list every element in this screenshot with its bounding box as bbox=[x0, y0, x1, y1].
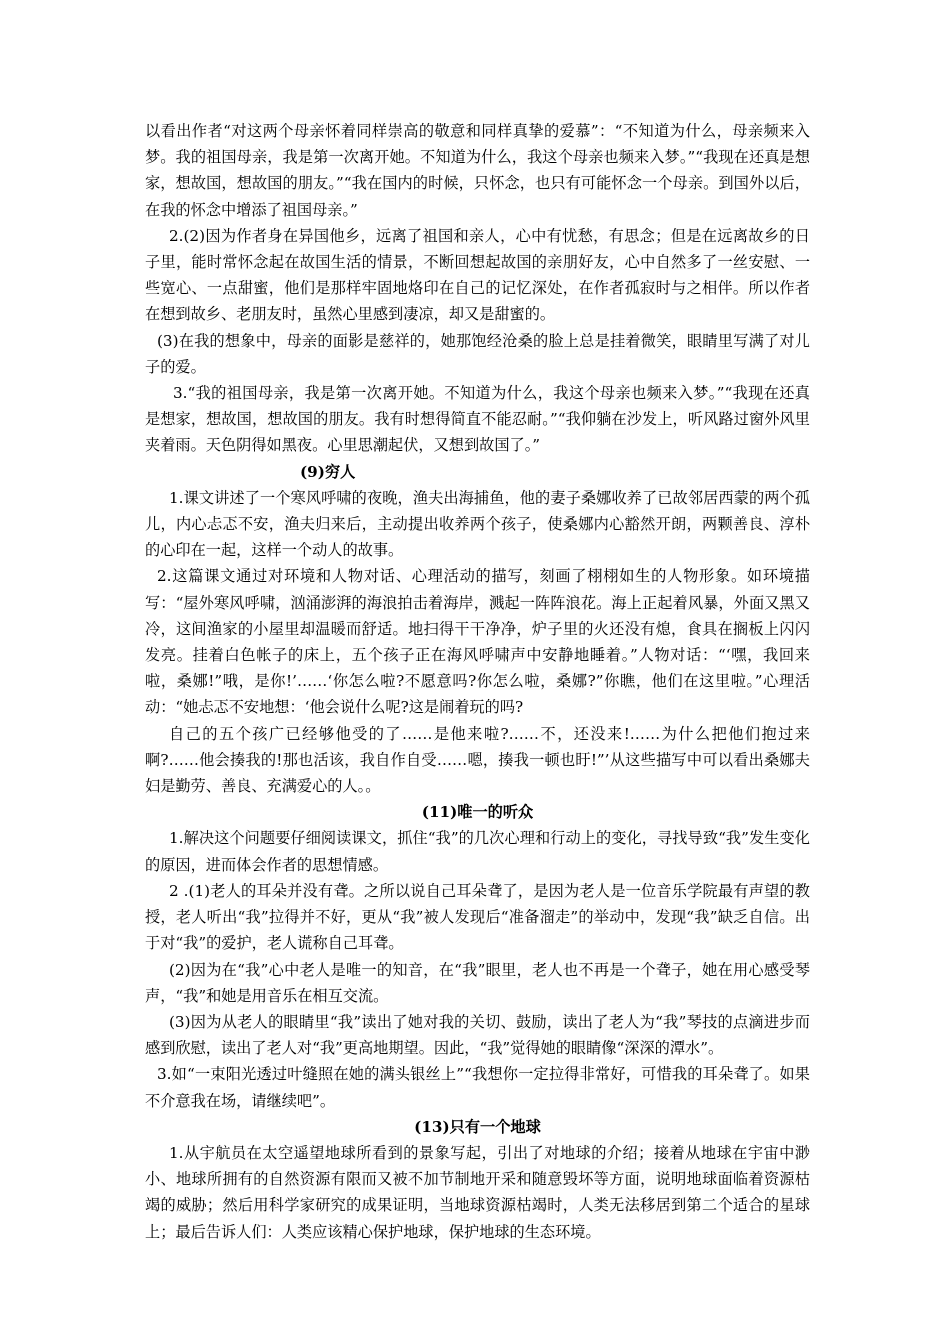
paragraph-mother-quotes: 以看出作者“对这两个母亲怀着同样崇高的敬意和同样真挚的爱慕”：“不知道为什么，母亲频来入梦。我的祖国母亲，我是第一次离开她。不知道为什么，我这个母亲也频来入梦。”“我现在还真是想家，想故国，想故国的朋友。”“我在国内的时候，只怀念，也只有可能怀念一个母亲。到国外以后，在我的怀念中增添了祖国母亲。” bbox=[145, 122, 810, 219]
paragraph-listener-1: 1.解决这个问题要仔细阅读课文，抓住“我”的几次心理和行动上的变化，寻找导致“我”发生变化的原因，进而体会作者的思想情感。 bbox=[145, 829, 810, 874]
paragraph-listener-3: 3.如“一束阳光透过叶缝照在她的满头银丝上”“我想你一定拉得非常好，可惜我的耳朵聋了。如果不介意我在场，请继续吧”。 bbox=[145, 1065, 810, 1110]
paragraph-answer-2-2: 2.(2)因为作者身在异国他乡，远离了祖国和亲人，心中有忧愁，有思念；但是在远离故乡的日子里，能时常怀念起在故国生活的情景，不断回想起故国的亲朋好友，心中自然多了一丝安慰、一些宽心、一点甜蜜，他们是那样牢固地烙印在自己的记忆深处，在作者孤寂时与之相伴。所以作者在想到故乡、老朋友时，虽然心里感到凄凉，却又是甜蜜的。 bbox=[145, 226, 810, 324]
paragraph-poor-people-2-cont: 自己的五个孩广已经够他受的了……是他来啦?……不，还没来!……为什么把他们抱过来啊?……他会揍我的!那也活该，我自作自受……嗯，揍我一顿也盱!”’从这些描写中可以看出桑娜夫妇是勤劳、善良、充满爱心的人。。 bbox=[145, 724, 810, 796]
paragraph-poor-people-1: 1.课文讲述了一个寒风呼啸的夜晚，渔夫出海捕鱼，他的妻子桑娜收养了已故邻居西蒙的两个孤儿，内心忐忑不安，渔夫归来后，主动提出收养两个孩子，使桑娜内心豁然开朗，两颗善良、淳朴的心印在一起，这样一个动人的故事。 bbox=[145, 488, 810, 560]
section-heading-only-listener: (11)唯一的听众 bbox=[421, 803, 534, 822]
paragraph-poor-people-2: 2.这篇课文通过对环境和人物对话、心理活动的描写，刻画了栩栩如生的人物形象。如环境描写：“屋外寒风呼啸，汹涌澎湃的海浪拍击着海岸，溅起一阵阵浪花。海上正起着风暴，外面又黑又冷，这间渔家的小屋里却温暖而舒适。地扫得干干净净，炉子里的火还没有熄，食具在搁板上闪闪发亮。挂着白色帐子的床上，五个孩子正在海风呼啸声中安静地睡着。”人物对话：“‘嘿，我回来啦，桑娜!”哦，是你!’……‘你怎么啦?不愿意吗?你怎么啦，桑娜?”你瞧，他们在这里啦。”心理活动：“她忐忑不安地想：‘他会说什么呢?这是闹着玩的吗? bbox=[145, 567, 810, 717]
document-page bbox=[145, 118, 810, 1245]
paragraph-answer-2-3: (3)在我的想象中，母亲的面影是慈祥的，她那饱经沧桑的脸上总是挂着微笑，眼睛里写满了对儿子的爱。 bbox=[145, 331, 810, 376]
paragraph-earth-1: 1.从宇航员在太空遥望地球所看到的景象写起，引出了对地球的介绍；接着从地球在宇宙中渺小、地球所拥有的自然资源有限而又被不加节制地开采和随意毁坏等方面，说明地球面临着资源枯竭的威胁；然后用科学家研究的成果证明，当地球资源枯竭时，人类无法移居到第二个适合的星球上；最后告诉人们：人类应该精心保护地球，保护地球的生态环境。 bbox=[145, 1143, 810, 1241]
paragraph-listener-2-2: (2)因为在“我”心中老人是唯一的知音，在“我”眼里，老人也不再是一个聋子，她在用心感受琴声，“我”和她是用音乐在相互交流。 bbox=[145, 960, 810, 1005]
paragraph-answer-3: 3.“我的祖国母亲，我是第一次离开她。不知道为什么，我这个母亲也频来入梦。”“我现在还真是想家，想故国，想故国的朋友。我有时想得简直不能忍耐。”“我仰躺在沙发上，听风路过窗外风里夹着雨。天色阴得如黑夜。心里思潮起伏，又想到故国了。” bbox=[145, 384, 810, 455]
section-heading-one-earth: (13)只有一个地球 bbox=[414, 1117, 541, 1136]
section-heading-poor-people: (9)穷人 bbox=[300, 462, 356, 481]
paragraph-listener-2-3: (3)因为从老人的眼睛里“我”读出了她对我的关切、鼓励，读出了老人为“我”琴技的点滴进步而感到欣慰，读出了老人对“我”更高地期望。因此，“我”觉得她的眼睛像“深深的潭水”。 bbox=[145, 1012, 810, 1058]
paragraph-listener-2-1: 2 .(1)老人的耳朵并没有聋。之所以说自己耳朵聋了，是因为老人是一位音乐学院最有声望的教授，老人听出“我”拉得并不好，更从“我”被人发现后“准备溜走”的举动中，发现“我”缺乏自信。出于对“我”的爱护，老人谎称自己耳聋。 bbox=[145, 881, 810, 953]
